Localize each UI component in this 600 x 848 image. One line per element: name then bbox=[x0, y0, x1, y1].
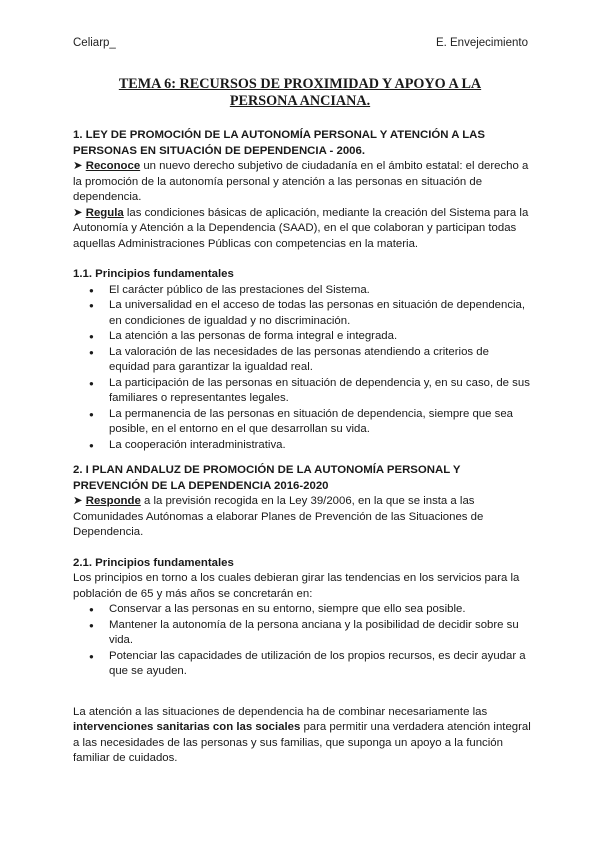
closing-paragraph bbox=[73, 705, 531, 767]
keyword-reconoce: Reconoce bbox=[85, 160, 141, 172]
list-item: ● La permanencia de las personas en situación de dependencia, siempre que sea posible, en el entorno en el que desarrollan su vida. bbox=[73, 407, 531, 438]
section-1-paragraph-2 bbox=[73, 206, 531, 253]
list-item: ● Potenciar las capacidades de utilización de los propios recursos, es decir ayudar a que se ayuden. bbox=[73, 649, 531, 680]
arrow-icon: ➤ bbox=[73, 495, 83, 507]
section-2-heading: 2. I PLAN ANDALUZ DE PROMOCIÓN DE LA AUTONOMÍA PERSONAL Y PREVENCIÓN DE LA DEPENDENCIA 2016-2020 bbox=[73, 464, 461, 492]
paragraph-text: un nuevo derecho subjetivo de ciudadanía en el ámbito estatal: el derecho a la promoción de la autonomía personal y atención a las personas en situación de dependencia. bbox=[73, 160, 529, 203]
arrow-icon: ➤ bbox=[73, 160, 83, 172]
list-item: ● La participación de las personas en situación de dependencia y, en su caso, de sus familiares o representantes legales. bbox=[73, 376, 531, 407]
list-item: ● Conservar a las personas en su entorno, siempre que ello sea posible. bbox=[73, 602, 531, 618]
section-1-1-heading: 1.1. Principios fundamentales bbox=[73, 268, 234, 280]
header-right: E. Envejecimiento bbox=[435, 37, 528, 49]
closing-emphasis: intervenciones sanitarias con las sociales bbox=[73, 721, 301, 733]
principles-list-2 bbox=[73, 602, 531, 680]
keyword-responde: Responde bbox=[85, 495, 141, 507]
list-item: ● La cooperación interadministrativa. bbox=[73, 438, 531, 454]
principles-list-1 bbox=[73, 283, 531, 454]
list-item: ● El carácter público de las prestaciones del Sistema. bbox=[73, 283, 531, 299]
list-item: ● La universalidad en el acceso de todas las personas en situación de dependencia, en condiciones de igualdad y no discriminación. bbox=[73, 298, 531, 329]
section-2-1-heading: 2.1. Principios fundamentales bbox=[73, 556, 234, 569]
closing-text-end: para permitir una verdadera atención integral a las necesidades de las personas y sus familias, que suponga un apoyo a la función familiar de cuidados. bbox=[73, 721, 531, 764]
list-item: ● La atención a las personas de forma integral e integrada. bbox=[73, 329, 531, 345]
closing-text-start: La atención a las situaciones de dependencia ha de combinar necesariamente las bbox=[73, 705, 488, 718]
keyword-regula: Regula bbox=[85, 206, 124, 219]
list-item: ● La valoración de las necesidades de las personas atendiendo a criterios de equidad para garantizar la igualdad real. bbox=[73, 345, 531, 376]
arrow-icon: ➤ bbox=[73, 206, 83, 219]
section-1-heading: 1. LEY DE PROMOCIÓN DE LA AUTONOMÍA PERSONAL Y ATENCIÓN A LAS PERSONAS EN SITUACIÓN DE DEPENDENCIA - 2006. bbox=[73, 129, 486, 157]
document-title: TEMA 6: RECURSOS DE PROXIMIDAD Y APOYO A LA PERSONA ANCIANA. bbox=[118, 76, 482, 109]
paragraph-text: a la previsión recogida en la Ley 39/2006, en la que se insta a las Comunidades Autónomas a elaborar Planes de Prevención de las Situaciones de Dependencia. bbox=[73, 495, 484, 538]
section-2-1-intro: Los principios en torno a los cuales debieran girar las tendencias en los servicios para la población de 65 y más años se concretarán en: bbox=[73, 572, 520, 600]
header-left: Celiarp_ bbox=[73, 37, 116, 49]
section-1-paragraph-1 bbox=[73, 159, 531, 206]
section-2-paragraph-1 bbox=[73, 494, 531, 541]
paragraph-text: las condiciones básicas de aplicación, mediante la creación del Sistema para la Autonomía y Atención a la Dependencia (SAAD), en el que colaboran y participan todas aquellas Administraciones Públicas con competencias en la materia. bbox=[73, 206, 529, 250]
document-body bbox=[73, 128, 531, 767]
list-item: ● Mantener la autonomía de la persona anciana y la posibilidad de decidir sobre su vida. bbox=[73, 618, 531, 649]
